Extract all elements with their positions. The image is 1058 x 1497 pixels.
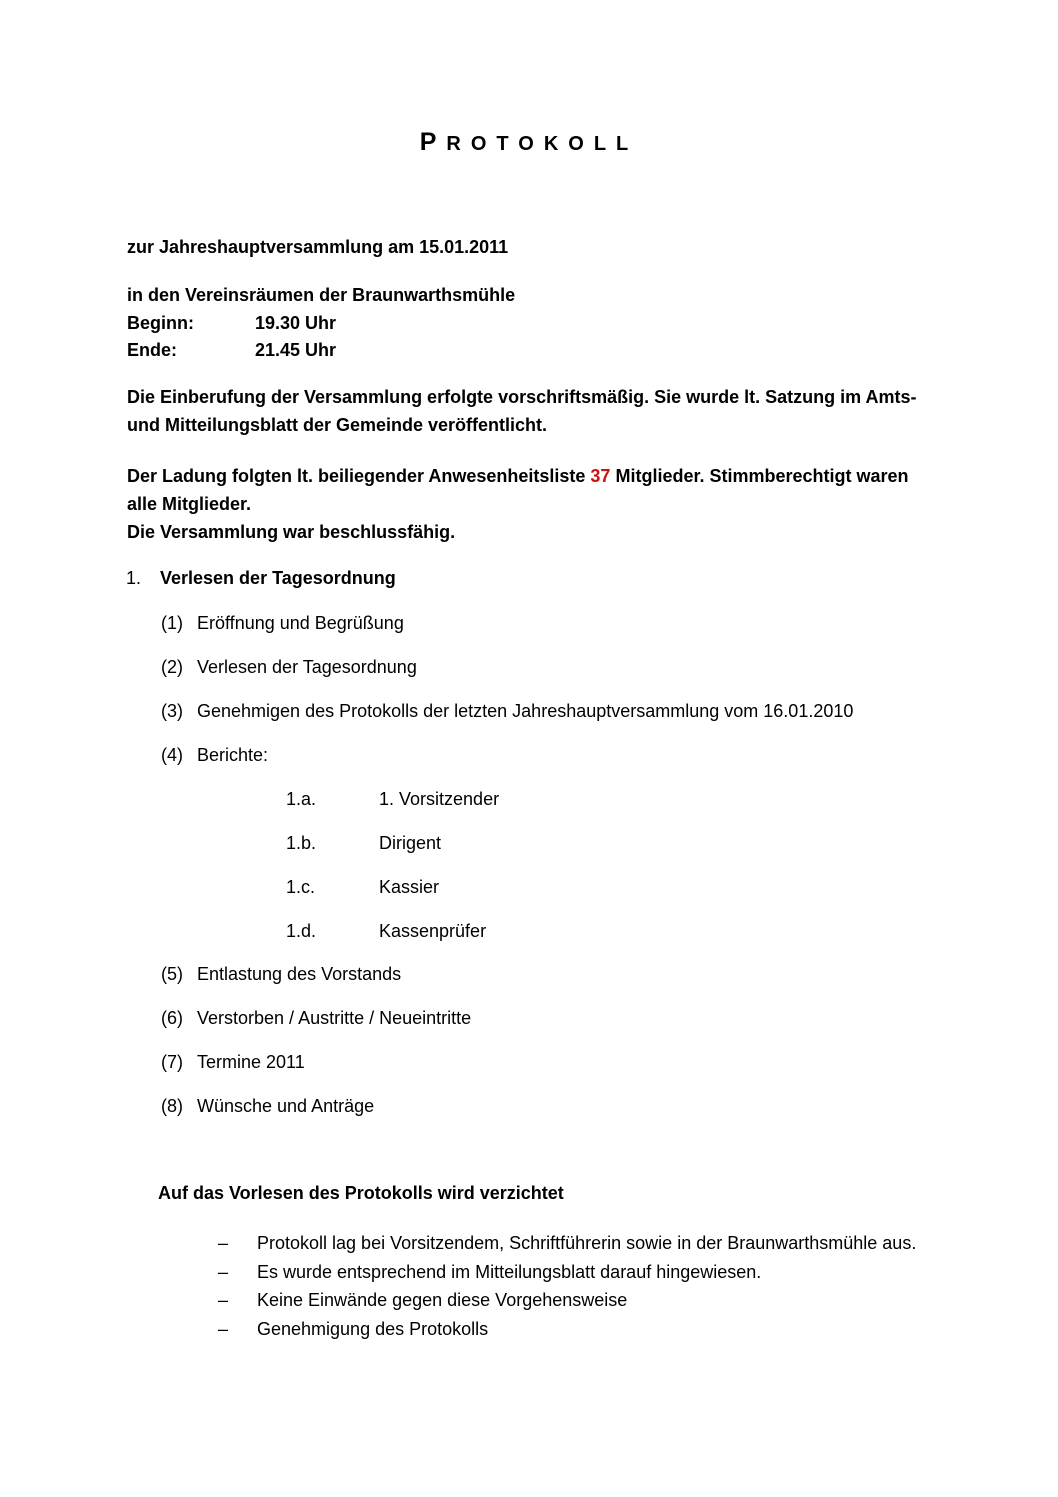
report-item (286, 785, 499, 813)
report-item (286, 873, 439, 901)
document-title-initial: P (419, 128, 447, 156)
meeting-end-row (127, 336, 336, 364)
agenda-item-marker: (8) (161, 1096, 183, 1116)
decision-bullet-list (218, 1229, 938, 1343)
agenda-item-text: Verlesen der Tagesordnung (197, 657, 417, 677)
bullet-dash: – (218, 1261, 229, 1282)
bullet-item (218, 1229, 938, 1258)
attendance-count: 37 (590, 466, 611, 486)
report-item-marker: 1.d. (286, 921, 317, 941)
attendance-paragraph (127, 462, 939, 546)
agenda-item-marker: (3) (161, 701, 183, 721)
agenda-item (161, 609, 404, 637)
agenda-item-text: Verstorben / Austritte / Neueintritte (197, 1008, 472, 1028)
report-item-text: Kassier (379, 877, 440, 897)
report-item-text: 1. Vorsitzender (379, 789, 500, 809)
document-title-rest: ROTOKOLL (446, 133, 639, 155)
report-item-marker: 1.b. (286, 833, 317, 853)
bullet-item (218, 1315, 938, 1344)
document-title (0, 128, 1058, 157)
report-item-text: Dirigent (379, 833, 442, 853)
meeting-location: in den Vereinsräumen der Braunwarthsmühle (127, 285, 516, 305)
agenda-item-marker: (7) (161, 1052, 183, 1072)
agenda-heading (126, 564, 396, 592)
agenda-item-text: Genehmigen des Protokolls der letzten Jahreshauptversammlung vom 16.01.2010 (197, 701, 854, 721)
agenda-item-text: Termine 2011 (197, 1052, 305, 1072)
report-item-marker: 1.a. (286, 789, 317, 809)
quorum-line: Die Versammlung war beschlussfähig. (127, 522, 456, 542)
end-label: Ende: (127, 340, 178, 360)
meeting-subject: zur Jahreshauptversammlung am 15.01.2011 (127, 237, 509, 257)
attendance-sentence (127, 462, 939, 518)
agenda-item-text: Eröffnung und Begrüßung (197, 613, 404, 633)
bullet-dash: – (218, 1233, 229, 1253)
attendance-text-before: Der Ladung folgten lt. beiliegender Anwesenheitsliste (127, 466, 586, 486)
agenda-item-text: Berichte: (197, 745, 269, 765)
agenda-item-marker: (4) (161, 745, 183, 765)
agenda-item-text: Wünsche und Anträge (197, 1096, 375, 1116)
agenda-item-marker: (2) (161, 657, 183, 677)
agenda-item (161, 960, 401, 988)
report-item (286, 917, 486, 945)
bullet-text: Protokoll lag bei Vorsitzendem, Schriftführerin sowie in der Braunwarthsmühle aus. (257, 1233, 917, 1253)
begin-label: Beginn: (127, 313, 194, 333)
agenda-section-title: Verlesen der Tagesordnung (160, 568, 396, 588)
decision-heading: Auf das Vorlesen des Protokolls wird verzichtet (158, 1183, 564, 1203)
bullet-dash: – (218, 1290, 229, 1310)
agenda-item (161, 653, 417, 681)
bullet-item (218, 1286, 938, 1315)
bullet-text: Keine Einwände gegen diese Vorgehensweise (257, 1290, 628, 1310)
bullet-text: Genehmigung des Protokolls (257, 1318, 489, 1339)
report-item (286, 829, 441, 857)
meeting-begin-row (127, 309, 336, 337)
agenda-item (161, 1048, 305, 1076)
bullet-dash: – (218, 1318, 229, 1339)
report-item-marker: 1.c. (286, 877, 316, 897)
agenda-item (161, 741, 268, 769)
convocation-paragraph: Die Einberufung der Versammlung erfolgte vorschriftsmäßig. Sie wurde lt. Satzung im Amts- und Mitteilungsblatt der Gemeinde veröffentlicht. (127, 387, 917, 435)
attendance-text-after: Mitglieder. Stimmberechtigt waren alle Mitglieder. (127, 466, 909, 514)
report-item-text: Kassenprüfer (379, 921, 487, 941)
bullet-item (218, 1258, 938, 1287)
agenda-item-marker: (6) (161, 1008, 183, 1028)
bullet-text: Es wurde entsprechend im Mitteilungsblatt darauf hingewiesen. (257, 1261, 762, 1282)
agenda-item-marker: (5) (161, 964, 183, 984)
begin-time: 19.30 Uhr (255, 313, 337, 333)
agenda-section-number: 1. (126, 568, 142, 588)
agenda-item-text: Entlastung des Vorstands (197, 964, 402, 984)
agenda-item (161, 1092, 374, 1120)
agenda-item (161, 697, 853, 725)
agenda-item (161, 1004, 471, 1032)
agenda-item-marker: (1) (161, 613, 183, 633)
end-time: 21.45 Uhr (255, 340, 337, 360)
